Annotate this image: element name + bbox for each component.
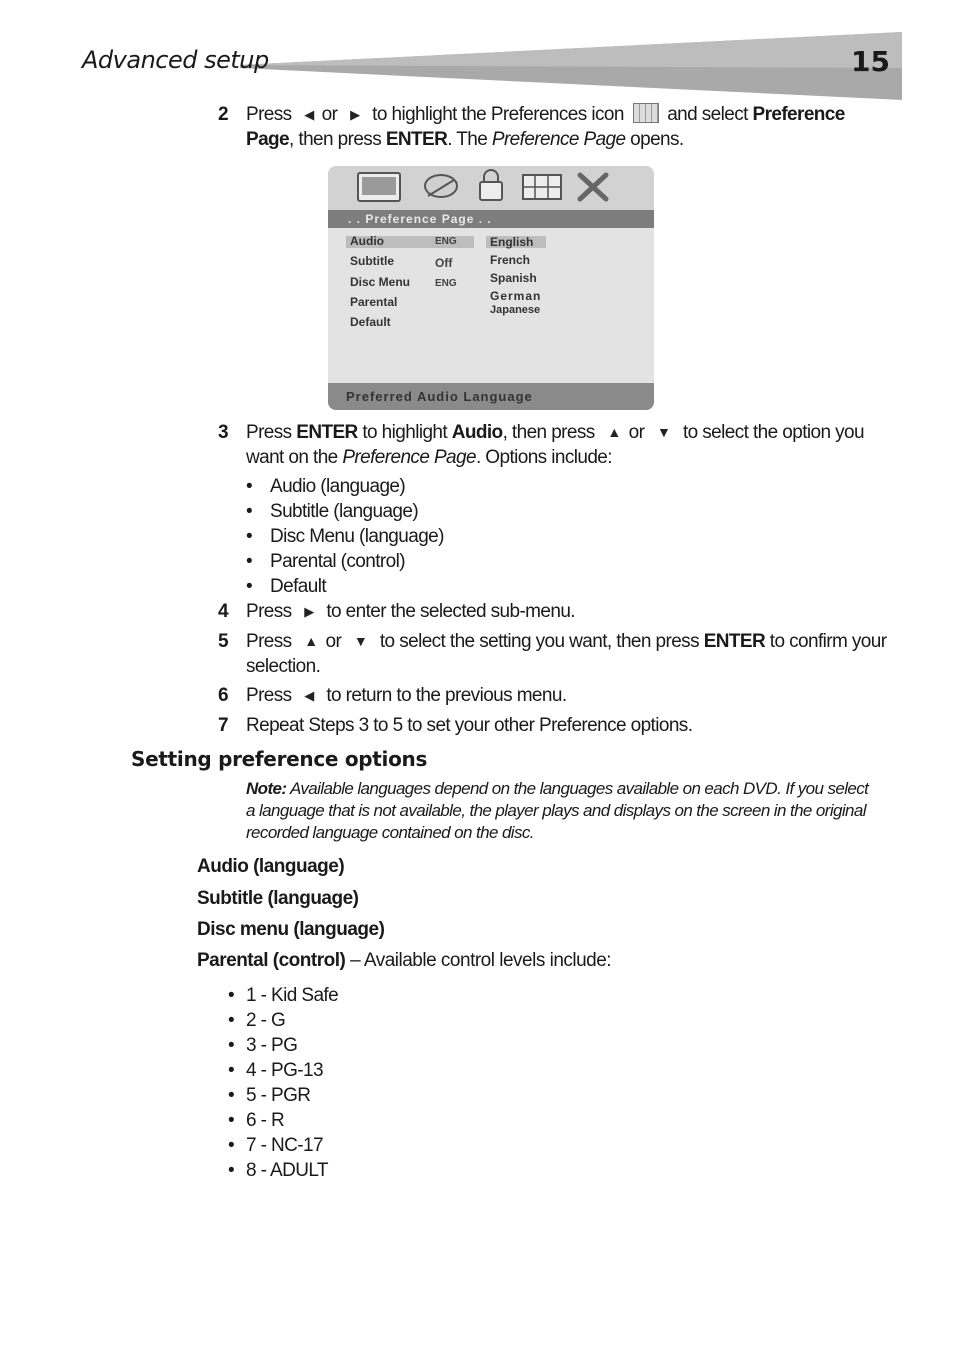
list-item-label: 3 - PG	[246, 1035, 298, 1056]
text: . The	[447, 129, 488, 150]
status-bar: Preferred Audio Language	[328, 383, 654, 410]
up-arrow-icon: ▲	[607, 424, 621, 440]
section-heading: Setting preference options	[131, 747, 428, 771]
bold-text: Preference Page	[246, 104, 845, 150]
step-3	[218, 420, 898, 472]
list-item-label: Default	[270, 576, 327, 597]
option-english: English	[490, 235, 534, 249]
down-arrow-icon: ▼	[657, 424, 671, 440]
step-number: 4	[218, 601, 228, 622]
bullet-icon: •	[228, 1010, 235, 1031]
right-arrow-icon: ▶	[304, 604, 314, 619]
lock-icon	[480, 182, 502, 200]
bullet-icon: •	[246, 526, 253, 547]
menu-row-disc-menu: Disc Menu	[350, 275, 411, 289]
option-french: French	[490, 253, 531, 267]
parental-control-desc: – Available control levels include:	[350, 950, 612, 971]
down-arrow-icon: ▼	[353, 633, 368, 649]
setup-icons	[328, 166, 654, 210]
step-text	[246, 683, 896, 708]
exit-icon	[580, 175, 606, 199]
list-item-label: Disc Menu (language)	[270, 526, 444, 547]
text: Press	[246, 601, 292, 622]
text: Press	[246, 422, 292, 443]
note-text: Available languages depend on the languages available on each DVD. If you select a language that is not available, the player plays and displays on the screen in the original recorded language contained on the disc.	[246, 779, 869, 842]
text: on the	[288, 447, 338, 468]
bold-text: ENTER	[703, 631, 766, 652]
step-4	[218, 599, 898, 625]
header-title: Advanced setup	[82, 46, 269, 74]
text: to confirm your	[769, 631, 887, 652]
list-item-label: 2 - G	[246, 1010, 286, 1031]
bullet-icon: •	[228, 1135, 235, 1156]
step-number: 2	[218, 104, 228, 125]
menu-row-audio-value: ENG	[435, 236, 457, 247]
menu-row-audio: Audio	[350, 234, 384, 248]
menu-title-bar: . . Preference Page . .	[328, 210, 654, 228]
lock-icon-shackle	[484, 170, 498, 182]
menu-row-disc-menu-value: ENG	[435, 278, 457, 289]
text: ,	[289, 129, 294, 150]
option-japanese: Japanese	[490, 304, 541, 316]
text: Press	[246, 104, 292, 125]
bullet-icon: •	[246, 551, 253, 572]
italic-text: Preference Page	[342, 447, 476, 468]
step-text	[246, 102, 896, 152]
menu-row-parental: Parental	[350, 295, 398, 309]
bullet-icon: •	[246, 501, 253, 522]
general-setup-icon-screen	[362, 177, 396, 195]
list-item-label: Audio (language)	[270, 476, 406, 497]
preferences-icon	[633, 103, 659, 123]
list-item-label: 8 - ADULT	[246, 1160, 328, 1181]
list-item-label: Parental (control)	[270, 551, 405, 572]
step-5	[218, 629, 898, 681]
text: Press	[246, 685, 292, 706]
text: opens.	[630, 129, 684, 150]
text: to enter the selected sub-menu.	[326, 601, 575, 622]
note-label: Note:	[246, 779, 287, 798]
text: to highlight the Preferences icon	[372, 104, 624, 125]
preference-page-screenshot	[328, 166, 654, 410]
list-item-label: 1 - Kid Safe	[246, 985, 339, 1006]
step-text	[246, 420, 896, 470]
text: and select	[667, 104, 748, 125]
bullet-icon: •	[228, 1110, 235, 1131]
option-spanish: Spanish	[490, 271, 537, 285]
step-text	[246, 629, 896, 679]
bold-text: ENTER	[296, 422, 358, 443]
bold-text: ENTER	[385, 129, 448, 150]
text: selection.	[246, 656, 321, 677]
option-german: German	[490, 289, 542, 303]
list-item-label: 6 - R	[246, 1110, 285, 1131]
list-item-label: Subtitle (language)	[270, 501, 419, 522]
note	[246, 778, 876, 844]
text: or	[321, 104, 338, 125]
bold-text: Audio	[451, 422, 503, 443]
step-7	[218, 713, 898, 739]
up-arrow-icon: ▲	[304, 633, 318, 649]
bullet-icon: •	[228, 985, 235, 1006]
parental-control-line	[197, 950, 611, 972]
left-arrow-icon: ◀	[304, 688, 314, 703]
menu-row-subtitle-value: Off	[435, 256, 453, 270]
bullet-icon: •	[228, 1160, 235, 1181]
step-number: 5	[218, 631, 228, 652]
text: to select the option you want	[246, 422, 864, 468]
disc-menu-language-heading: Disc menu (language)	[197, 919, 385, 940]
step-number: 3	[218, 422, 228, 443]
menu-row-default: Default	[350, 315, 391, 329]
audio-setup-icon	[425, 175, 457, 197]
audio-language-heading: Audio (language)	[197, 856, 345, 877]
text: to return to the previous menu.	[326, 685, 567, 706]
parental-control-heading: Parental (control)	[197, 950, 346, 971]
text: then press	[298, 129, 382, 150]
text: or	[628, 422, 645, 443]
setup-icon-bar	[328, 166, 654, 210]
text: Press	[246, 631, 292, 652]
italic-text: Preference Page	[491, 129, 626, 150]
step-number: 6	[218, 685, 228, 706]
list-item-label: 5 - PGR	[246, 1085, 311, 1106]
step-number: 7	[218, 715, 228, 736]
text: or	[325, 631, 342, 652]
list-item-label: 4 - PG-13	[246, 1060, 323, 1081]
page-number: 15	[851, 45, 890, 78]
step-6	[218, 683, 898, 709]
bullet-icon: •	[246, 476, 253, 497]
subtitle-language-heading: Subtitle (language)	[197, 888, 359, 909]
step-text	[246, 599, 896, 624]
text: to highlight	[362, 422, 448, 443]
menu-row-subtitle: Subtitle	[350, 254, 394, 268]
bullet-icon: •	[246, 576, 253, 597]
text: to select the setting you want, then press	[379, 631, 699, 652]
step-text: Repeat Steps 3 to 5 to set your other Preference options.	[246, 715, 693, 736]
bullet-icon: •	[228, 1035, 235, 1056]
text: . Options include:	[475, 447, 612, 468]
bullet-icon: •	[228, 1085, 235, 1106]
left-arrow-icon: ◀	[304, 107, 314, 122]
text: , then press	[502, 422, 595, 443]
bullet-icon: •	[228, 1060, 235, 1081]
step-2	[218, 102, 898, 154]
right-arrow-icon: ▶	[350, 107, 360, 122]
list-item-label: 7 - NC-17	[246, 1135, 323, 1156]
